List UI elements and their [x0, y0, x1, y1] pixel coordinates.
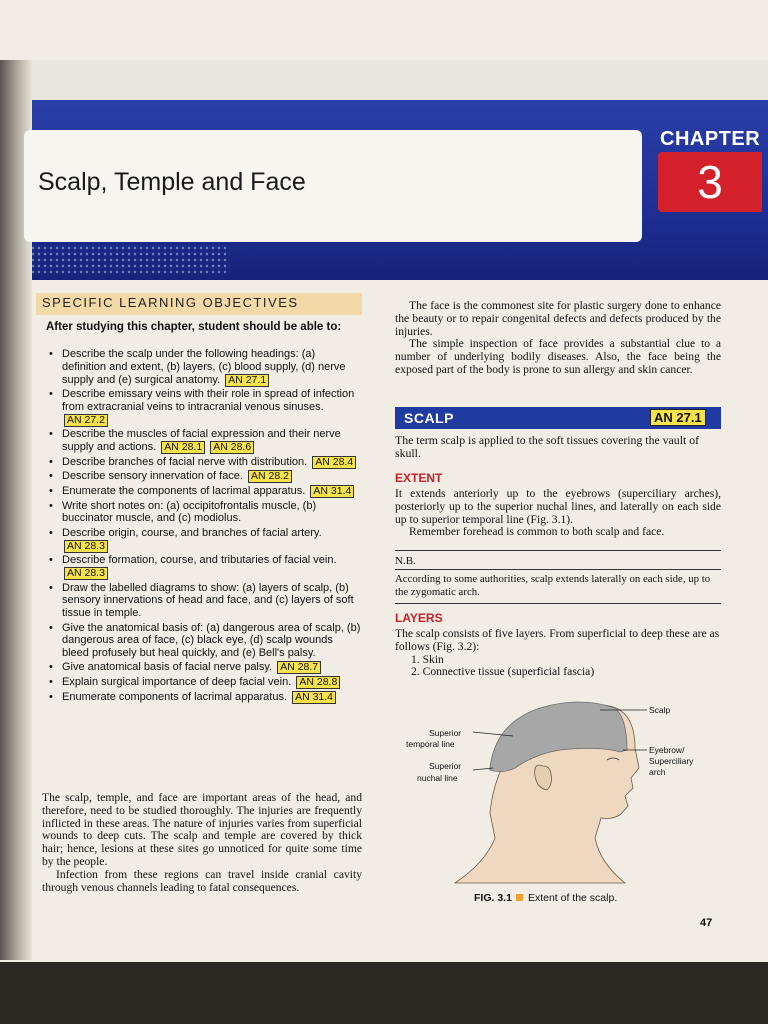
objective-item: [46, 661, 362, 674]
objective-item: [46, 485, 362, 498]
layers-heading: LAYERS: [395, 611, 443, 625]
objectives-intro: After studying this chapter, student should be able to:: [46, 321, 342, 333]
objective-code: AN 28.3: [64, 567, 108, 580]
objective-item: [46, 622, 362, 660]
nb-mid-rule: [395, 569, 721, 570]
right-intro-paragraph: The simple inspection of face provides a substantial clue to a number of underlying bodily diseases. Also, the face being the exposed part of the body is prone to sun allergy and skin cancer.: [395, 337, 721, 376]
figure-caption-text: Extent of the scalp.: [527, 892, 618, 904]
objectives-header: SPECIFIC LEARNING OBJECTIVES: [42, 295, 299, 310]
objective-text: Describe the scalp under the following headings: (a) definition and extent, (b) layers, (c) blood supply, (d) nerve supply and (e) surgical anatomy.: [62, 348, 346, 386]
objective-item: [46, 691, 362, 704]
label-superior-temporal-2: temporal line: [406, 739, 455, 749]
extent-text: [395, 488, 721, 539]
objective-code: AN 31.4: [292, 691, 336, 704]
chapter-label: CHAPTER: [660, 128, 761, 150]
objective-item: [46, 388, 362, 427]
nb-top-rule: [395, 550, 721, 551]
layers-list: [395, 654, 721, 680]
objective-item: [46, 554, 362, 580]
nb-label: N.B.: [395, 555, 416, 567]
layers-text: [395, 628, 721, 679]
objective-text: Describe the muscles of facial expression and their nerve supply and actions.: [62, 428, 341, 454]
banner-top-strip: [0, 60, 768, 102]
objective-item: [46, 527, 362, 553]
objective-item: [46, 428, 362, 454]
figure-caption-label: FIG. 3.1: [474, 892, 512, 904]
objective-text: Describe branches of facial nerve with distribution.: [62, 455, 308, 468]
objective-item: [46, 348, 362, 387]
intro-paragraph: Infection from these regions can travel inside cranial cavity through venous channels leading to fatal consequences.: [42, 867, 362, 894]
objective-item: [46, 500, 362, 526]
layers-item: 2. Connective tissue (superficial fascia): [411, 665, 595, 679]
extent-remember: Remember forehead is common to both scalp and face.: [409, 525, 665, 539]
scalp-definition: The term scalp is applied to the soft tissues covering the vault of skull.: [395, 433, 700, 460]
objective-text: Give the anatomical basis of: (a) dangerous area of scalp, (b) dangerous area of face, (c) black eye, (d) scalp wounds bleed profusely but heal quickly, and (e) Bell's palsy.: [62, 621, 361, 660]
objective-code: AN 28.6: [210, 441, 254, 454]
objective-text: Enumerate the components of lacrimal apparatus.: [62, 484, 306, 497]
label-scalp: Scalp: [649, 705, 671, 715]
objective-text: Enumerate components of lacrimal apparatus.: [62, 690, 288, 703]
chapter-title: Scalp, Temple and Face: [38, 168, 306, 196]
intro-text: [42, 792, 362, 894]
objectives-list: [46, 348, 362, 705]
objective-text: Describe sensory innervation of face.: [62, 470, 243, 483]
objective-code: AN 28.8: [296, 676, 340, 689]
intro-paragraph: The scalp, temple, and face are important areas of the head, and therefore, need to be studied thoroughly. The injuries are frequently inflicted in these areas. The nature of injuries varies from superficial wounds to deep cuts. The scalp and temple are covered by thick hair; hence, lesions at these sites go unnoticed for quite some time by the people.: [42, 791, 362, 868]
label-eyebrow-3: arch: [649, 767, 666, 777]
objective-text: Explain surgical importance of deep facial vein.: [62, 676, 292, 689]
label-superior-nuchal-2: nuchal line: [417, 773, 458, 783]
page-number: 47: [700, 917, 713, 929]
layers-paragraph: The scalp consists of five layers. From superficial to deep these are as follows (Fig. 3.2):: [395, 627, 720, 653]
label-superior-temporal-1: Superior: [429, 728, 462, 738]
label-superior-nuchal-1: Superior: [429, 761, 462, 771]
figure-caption: [474, 892, 617, 904]
banner-dot-pattern: [30, 245, 230, 275]
objective-text: Describe formation, course, and tributaries of facial vein.: [62, 554, 337, 567]
right-intro-text: [395, 300, 721, 377]
objective-code: AN 28.2: [248, 470, 292, 483]
objective-text: Describe origin, course, and branches of facial artery.: [62, 526, 322, 539]
objective-code: AN 28.3: [64, 540, 108, 553]
nb-bottom-rule: [395, 603, 721, 604]
chapter-number: 3: [697, 156, 723, 208]
extent-heading: EXTENT: [395, 471, 443, 485]
caption-square-icon: [516, 894, 523, 901]
objective-text: Describe emissary veins with their role in spread of infection from extracranial veins to intracranial venous sinuses.: [62, 388, 355, 413]
scalp-section-title: SCALP: [404, 410, 454, 426]
label-eyebrow-2: Superciliary: [649, 756, 694, 766]
objective-code: AN 28.4: [312, 456, 356, 469]
nb-text: According to some authorities, scalp extends laterally on each side, up to the zygomatic arch.: [395, 573, 711, 598]
objective-item: [46, 676, 362, 689]
objective-code: AN 27.2: [64, 414, 108, 427]
label-eyebrow-1: Eyebrow/: [649, 745, 685, 755]
extent-paragraph: It extends anteriorly up to the eyebrows (superciliary arches), posteriorly up to the superior nuchal lines, and laterally on each side up to superior temporal line (Fig. 3.1).: [395, 487, 721, 526]
objective-text: Draw the labelled diagrams to show: (a) layers of scalp, (b) sensory innervations of head and face, and (c) layers of soft tissue in temple.: [62, 581, 354, 620]
objective-code: AN 28.7: [277, 661, 321, 674]
objective-code: AN 27.1: [225, 374, 269, 387]
page-bottom-shadow: [0, 962, 768, 1024]
objective-item: [46, 470, 362, 483]
objective-code: AN 31.4: [310, 485, 354, 498]
objective-item: [46, 582, 362, 620]
scalp-section-code: AN 27.1: [650, 409, 706, 426]
layers-item: 1. Skin: [411, 652, 444, 666]
objective-item: [46, 456, 362, 469]
scalp-extent-figure: [395, 688, 735, 888]
objective-text: Give anatomical basis of facial nerve palsy.: [62, 661, 273, 674]
objective-text: Write short notes on: (a) occipitofrontalis muscle, (b) buccinator muscle, and (c) modiolus.: [62, 499, 317, 525]
objective-code: AN 28.1: [161, 441, 205, 454]
right-intro-paragraph: The face is the commonest site for plastic surgery done to enhance the beauty or to repair congenital defects and defects produced by the injuries.: [395, 299, 721, 338]
